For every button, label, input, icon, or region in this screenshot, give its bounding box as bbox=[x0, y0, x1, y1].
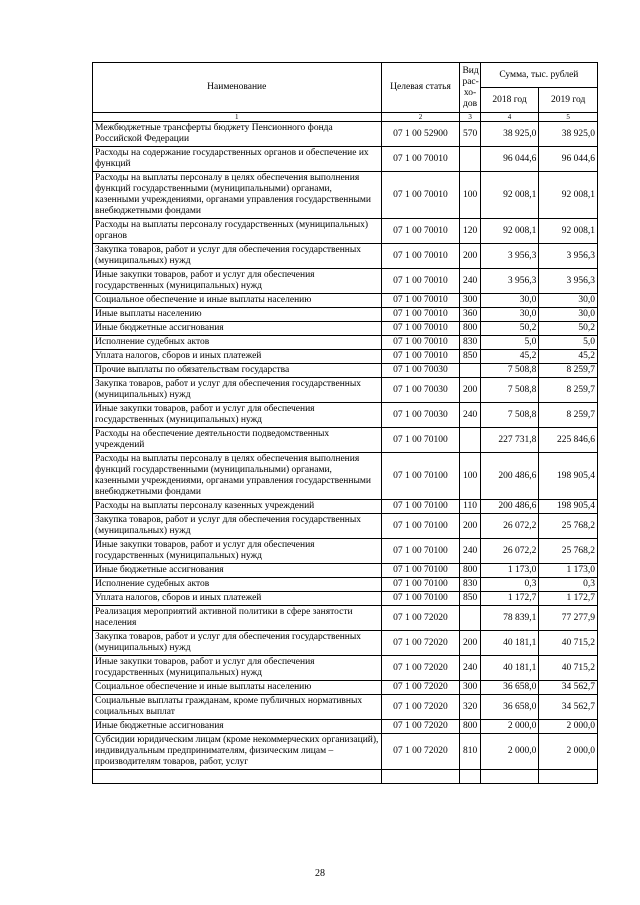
table-row bbox=[93, 453, 598, 500]
cell-vid: 360 bbox=[460, 308, 480, 322]
table-row bbox=[93, 122, 598, 147]
header-2018: 2018 год bbox=[480, 88, 539, 113]
cell-code: 07 1 00 70010 bbox=[381, 294, 460, 308]
table-row bbox=[93, 147, 598, 172]
cell-s2018: 2 000,0 bbox=[480, 734, 539, 770]
cell-vid bbox=[460, 364, 480, 378]
column-number-row bbox=[93, 113, 598, 122]
cell-vid: 800 bbox=[460, 322, 480, 336]
cell-s2018: 36 658,0 bbox=[480, 695, 539, 720]
table-row bbox=[93, 734, 598, 770]
cell-name: Уплата налогов, сборов и иных платежей bbox=[93, 592, 382, 606]
cell-vid: 240 bbox=[460, 269, 480, 294]
cell-s2018: 92 008,1 bbox=[480, 219, 539, 244]
cell-vid: 300 bbox=[460, 681, 480, 695]
cell-name: Закупка товаров, работ и услуг для обеспечения государственных (муниципальных) нужд bbox=[93, 631, 382, 656]
table-row bbox=[93, 219, 598, 244]
cell-s2019: 50,2 bbox=[539, 322, 598, 336]
cell-s2018: 5,0 bbox=[480, 336, 539, 350]
cell-vid: 830 bbox=[460, 336, 480, 350]
cell-code: 07 1 00 72020 bbox=[381, 720, 460, 734]
cell-vid: 800 bbox=[460, 720, 480, 734]
cell-name: Закупка товаров, работ и услуг для обеспечения государственных (муниципальных) нужд bbox=[93, 378, 382, 403]
cell-s2018 bbox=[480, 770, 539, 784]
col-number: 5 bbox=[539, 113, 598, 122]
cell-vid: 200 bbox=[460, 514, 480, 539]
cell-s2019: 3 956,3 bbox=[539, 244, 598, 269]
cell-name: Иные бюджетные ассигнования bbox=[93, 564, 382, 578]
cell-vid: 100 bbox=[460, 453, 480, 500]
cell-code: 07 1 00 70010 bbox=[381, 322, 460, 336]
cell-name: Иные закупки товаров, работ и услуг для обеспечения государственных (муниципальных) нужд bbox=[93, 656, 382, 681]
cell-vid: 570 bbox=[460, 122, 480, 147]
cell-name: Иные выплаты населению bbox=[93, 308, 382, 322]
cell-s2018: 50,2 bbox=[480, 322, 539, 336]
col-number: 2 bbox=[381, 113, 460, 122]
cell-vid bbox=[460, 606, 480, 631]
cell-s2019: 1 172,7 bbox=[539, 592, 598, 606]
cell-vid: 240 bbox=[460, 403, 480, 428]
table-row bbox=[93, 336, 598, 350]
table-body bbox=[93, 122, 598, 784]
cell-name: Исполнение судебных актов bbox=[93, 578, 382, 592]
table-row bbox=[93, 322, 598, 336]
cell-code: 07 1 00 72020 bbox=[381, 656, 460, 681]
cell-s2018: 26 072,2 bbox=[480, 539, 539, 564]
cell-vid: 300 bbox=[460, 294, 480, 308]
col-number: 3 bbox=[460, 113, 480, 122]
cell-s2019: 225 846,6 bbox=[539, 428, 598, 453]
cell-name: Уплата налогов, сборов и иных платежей bbox=[93, 350, 382, 364]
cell-code: 07 1 00 70100 bbox=[381, 592, 460, 606]
cell-s2019: 96 044,6 bbox=[539, 147, 598, 172]
table-row bbox=[93, 564, 598, 578]
table-row bbox=[93, 350, 598, 364]
table-row bbox=[93, 539, 598, 564]
table-row bbox=[93, 770, 598, 784]
cell-code: 07 1 00 52900 bbox=[381, 122, 460, 147]
cell-vid bbox=[460, 770, 480, 784]
cell-s2019: 34 562,7 bbox=[539, 681, 598, 695]
cell-code: 07 1 00 72020 bbox=[381, 631, 460, 656]
cell-name: Социальное обеспечение и иные выплаты населению bbox=[93, 681, 382, 695]
cell-s2018: 7 508,8 bbox=[480, 403, 539, 428]
cell-name: Расходы на выплаты персоналу государственных (муниципальных) органов bbox=[93, 219, 382, 244]
table-row bbox=[93, 695, 598, 720]
cell-s2018: 30,0 bbox=[480, 294, 539, 308]
cell-s2019: 38 925,0 bbox=[539, 122, 598, 147]
cell-s2018: 40 181,1 bbox=[480, 656, 539, 681]
cell-code: 07 1 00 70010 bbox=[381, 269, 460, 294]
table-row bbox=[93, 428, 598, 453]
cell-vid: 850 bbox=[460, 592, 480, 606]
cell-vid: 240 bbox=[460, 656, 480, 681]
cell-s2019: 30,0 bbox=[539, 308, 598, 322]
cell-s2018: 92 008,1 bbox=[480, 172, 539, 219]
header-sum-group: Сумма, тыс. рублей bbox=[480, 63, 597, 88]
header-code: Целевая статья bbox=[381, 63, 460, 113]
cell-s2018: 0,3 bbox=[480, 578, 539, 592]
cell-name: Иные закупки товаров, работ и услуг для обеспечения государственных (муниципальных) нужд bbox=[93, 269, 382, 294]
cell-code bbox=[381, 770, 460, 784]
table-row bbox=[93, 269, 598, 294]
cell-code: 07 1 00 70100 bbox=[381, 428, 460, 453]
table-row bbox=[93, 656, 598, 681]
table-row bbox=[93, 606, 598, 631]
cell-s2018: 1 172,7 bbox=[480, 592, 539, 606]
cell-code: 07 1 00 70030 bbox=[381, 364, 460, 378]
cell-s2018: 26 072,2 bbox=[480, 514, 539, 539]
page-number: 28 bbox=[315, 868, 325, 879]
header-name: Наименование bbox=[93, 63, 382, 113]
cell-s2019: 40 715,2 bbox=[539, 656, 598, 681]
cell-s2018: 1 173,0 bbox=[480, 564, 539, 578]
cell-vid: 200 bbox=[460, 631, 480, 656]
cell-s2019: 25 768,2 bbox=[539, 514, 598, 539]
cell-code: 07 1 00 72020 bbox=[381, 681, 460, 695]
cell-s2019: 92 008,1 bbox=[539, 172, 598, 219]
cell-s2018: 36 658,0 bbox=[480, 681, 539, 695]
cell-s2019: 8 259,7 bbox=[539, 364, 598, 378]
cell-name: Социальные выплаты гражданам, кроме публичных нормативных социальных выплат bbox=[93, 695, 382, 720]
cell-name: Расходы на обеспечение деятельности подведомственных учреждений bbox=[93, 428, 382, 453]
cell-code: 07 1 00 70030 bbox=[381, 378, 460, 403]
cell-s2019 bbox=[539, 770, 598, 784]
cell-name: Расходы на содержание государственных органов и обеспечение их функций bbox=[93, 147, 382, 172]
cell-s2019: 198 905,4 bbox=[539, 500, 598, 514]
cell-s2019: 40 715,2 bbox=[539, 631, 598, 656]
cell-vid: 240 bbox=[460, 539, 480, 564]
cell-s2018: 3 956,3 bbox=[480, 269, 539, 294]
cell-s2019: 198 905,4 bbox=[539, 453, 598, 500]
cell-code: 07 1 00 70010 bbox=[381, 172, 460, 219]
budget-table bbox=[92, 62, 598, 784]
cell-s2019: 45,2 bbox=[539, 350, 598, 364]
table-row bbox=[93, 500, 598, 514]
cell-code: 07 1 00 70100 bbox=[381, 500, 460, 514]
cell-name: Расходы на выплаты персоналу в целях обеспечения выполнения функций государственными (муниципальными) органами, казенными учреждениями, органами управления государственными внебюджетными фондами bbox=[93, 172, 382, 219]
cell-name: Социальное обеспечение и иные выплаты населению bbox=[93, 294, 382, 308]
cell-vid: 100 bbox=[460, 172, 480, 219]
cell-s2018: 45,2 bbox=[480, 350, 539, 364]
cell-s2018: 7 508,8 bbox=[480, 364, 539, 378]
col-number: 4 bbox=[480, 113, 539, 122]
header-2019: 2019 год bbox=[539, 88, 598, 113]
cell-code: 07 1 00 72020 bbox=[381, 734, 460, 770]
cell-name: Исполнение судебных актов bbox=[93, 336, 382, 350]
table-row bbox=[93, 720, 598, 734]
cell-vid: 110 bbox=[460, 500, 480, 514]
cell-vid: 810 bbox=[460, 734, 480, 770]
cell-s2018: 200 486,6 bbox=[480, 500, 539, 514]
cell-code: 07 1 00 70010 bbox=[381, 336, 460, 350]
cell-s2019: 3 956,3 bbox=[539, 269, 598, 294]
cell-vid bbox=[460, 147, 480, 172]
cell-vid: 320 bbox=[460, 695, 480, 720]
cell-s2018: 3 956,3 bbox=[480, 244, 539, 269]
cell-vid: 200 bbox=[460, 378, 480, 403]
cell-s2019: 34 562,7 bbox=[539, 695, 598, 720]
cell-code: 07 1 00 70100 bbox=[381, 539, 460, 564]
cell-code: 07 1 00 70100 bbox=[381, 453, 460, 500]
cell-s2018: 38 925,0 bbox=[480, 122, 539, 147]
table-row bbox=[93, 378, 598, 403]
cell-vid: 800 bbox=[460, 564, 480, 578]
cell-s2018: 227 731,8 bbox=[480, 428, 539, 453]
cell-name: Расходы на выплаты персоналу казенных учреждений bbox=[93, 500, 382, 514]
cell-code: 07 1 00 72020 bbox=[381, 606, 460, 631]
cell-name: Закупка товаров, работ и услуг для обеспечения государственных (муниципальных) нужд bbox=[93, 514, 382, 539]
cell-name: Иные закупки товаров, работ и услуг для обеспечения государственных (муниципальных) нужд bbox=[93, 539, 382, 564]
table-row bbox=[93, 364, 598, 378]
table-row bbox=[93, 244, 598, 269]
cell-s2018: 40 181,1 bbox=[480, 631, 539, 656]
cell-s2019: 92 008,1 bbox=[539, 219, 598, 244]
cell-vid: 200 bbox=[460, 244, 480, 269]
cell-name: Закупка товаров, работ и услуг для обеспечения государственных (муниципальных) нужд bbox=[93, 244, 382, 269]
cell-s2019: 2 000,0 bbox=[539, 734, 598, 770]
cell-code: 07 1 00 70010 bbox=[381, 244, 460, 269]
cell-vid: 830 bbox=[460, 578, 480, 592]
cell-s2019: 5,0 bbox=[539, 336, 598, 350]
cell-s2019: 30,0 bbox=[539, 294, 598, 308]
cell-s2018: 78 839,1 bbox=[480, 606, 539, 631]
cell-s2019: 8 259,7 bbox=[539, 403, 598, 428]
cell-s2019: 2 000,0 bbox=[539, 720, 598, 734]
cell-code: 07 1 00 70010 bbox=[381, 219, 460, 244]
table-row bbox=[93, 308, 598, 322]
cell-code: 07 1 00 70030 bbox=[381, 403, 460, 428]
cell-name: Межбюджетные трансферты бюджету Пенсионного фонда Российской Федерации bbox=[93, 122, 382, 147]
cell-code: 07 1 00 70010 bbox=[381, 308, 460, 322]
cell-code: 07 1 00 70100 bbox=[381, 564, 460, 578]
cell-s2019: 8 259,7 bbox=[539, 378, 598, 403]
cell-s2018: 200 486,6 bbox=[480, 453, 539, 500]
table-row bbox=[93, 681, 598, 695]
table-row bbox=[93, 172, 598, 219]
cell-vid: 120 bbox=[460, 219, 480, 244]
cell-s2019: 0,3 bbox=[539, 578, 598, 592]
cell-s2019: 25 768,2 bbox=[539, 539, 598, 564]
cell-s2018: 7 508,8 bbox=[480, 378, 539, 403]
cell-name: Иные бюджетные ассигнования bbox=[93, 720, 382, 734]
table-row bbox=[93, 578, 598, 592]
cell-vid: 850 bbox=[460, 350, 480, 364]
cell-s2019: 77 277,9 bbox=[539, 606, 598, 631]
cell-name: Расходы на выплаты персоналу в целях обеспечения выполнения функций государственными (муниципальными) органами, казенными учреждениями, органами управления государственными внебюджетными фондами bbox=[93, 453, 382, 500]
cell-s2018: 96 044,6 bbox=[480, 147, 539, 172]
cell-vid bbox=[460, 428, 480, 453]
cell-name: Реализация мероприятий активной политики в сфере занятости населения bbox=[93, 606, 382, 631]
cell-s2019: 1 173,0 bbox=[539, 564, 598, 578]
table-row bbox=[93, 592, 598, 606]
cell-code: 07 1 00 70100 bbox=[381, 514, 460, 539]
table-row bbox=[93, 294, 598, 308]
cell-code: 07 1 00 72020 bbox=[381, 695, 460, 720]
col-number: 1 bbox=[93, 113, 382, 122]
cell-code: 07 1 00 70010 bbox=[381, 350, 460, 364]
cell-s2018: 2 000,0 bbox=[480, 720, 539, 734]
cell-name: Субсидии юридическим лицам (кроме некоммерческих организаций), индивидуальным предпринимателям, физическим лицам – производителям товаров, работ, услуг bbox=[93, 734, 382, 770]
table-row bbox=[93, 631, 598, 656]
header-row bbox=[93, 63, 598, 88]
cell-name bbox=[93, 770, 382, 784]
cell-code: 07 1 00 70100 bbox=[381, 578, 460, 592]
cell-name: Иные закупки товаров, работ и услуг для обеспечения государственных (муниципальных) нужд bbox=[93, 403, 382, 428]
header-vid: Вид рас- хо- дов bbox=[460, 63, 480, 113]
table-row bbox=[93, 514, 598, 539]
table-row bbox=[93, 403, 598, 428]
cell-name: Прочие выплаты по обязательствам государства bbox=[93, 364, 382, 378]
cell-name: Иные бюджетные ассигнования bbox=[93, 322, 382, 336]
cell-code: 07 1 00 70010 bbox=[381, 147, 460, 172]
cell-s2018: 30,0 bbox=[480, 308, 539, 322]
